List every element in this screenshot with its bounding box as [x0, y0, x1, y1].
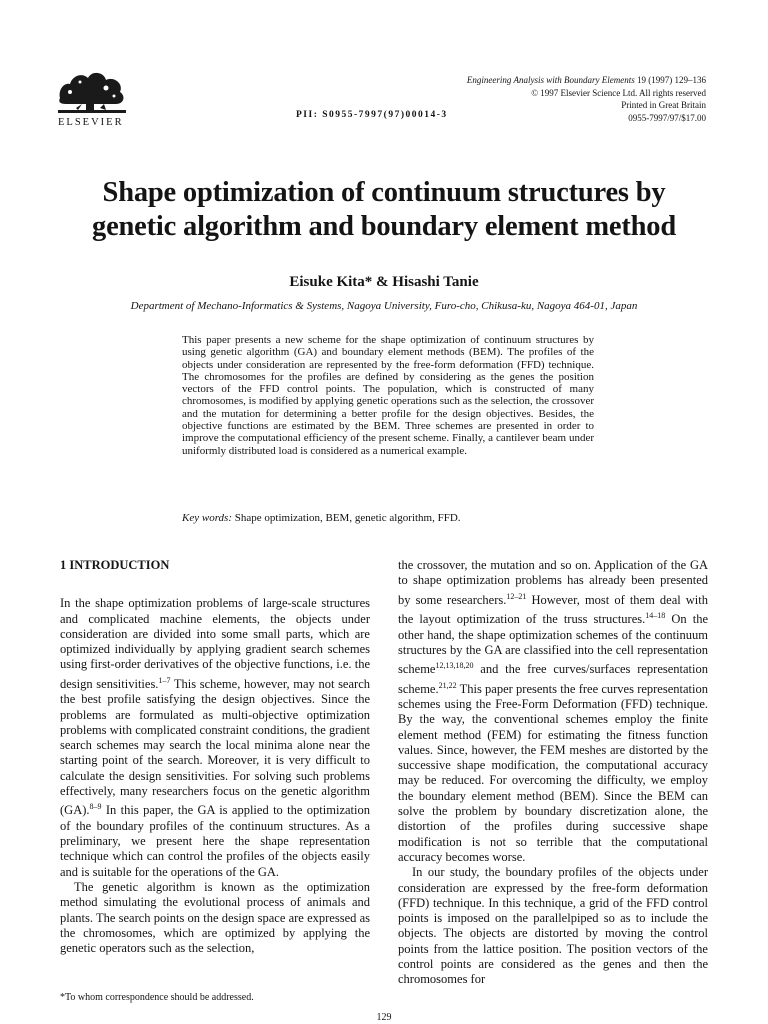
copyright-line: © 1997 Elsevier Science Ltd. All rights reserved [531, 87, 706, 98]
paragraph: In the shape optimization problems of large-scale structures and complicated machine elements, the objects under consideration are divided into some small parts, which are optimized individually by applying gradient search schemes using first-order derivatives of the objective functions, i.e. the design sensitivities.$^{1-7}$ This scheme, however, may not search the best profile satisfying the design objectives. Since the problems are formulated as multi-objective optimization problems with complicated constraint conditions, the gradient search schemes may search the local minima alone near the starting point of the search. Moreover, it is very difficult to calculate the design sensitivities. For solving such problems effectively, many researchers focus on the genetic algorithm (GA).$^{8-9}$ In this paper, the GA is applied to the optimization of the boundary profiles of the continuum structures. As a preliminary, we present here the shape representation technique which can control the profiles of the objects easily and is suitable for the operations of the GA. [60, 596, 370, 879]
citation-ref: 8–9 [89, 802, 102, 812]
paragraph: In our study, the boundary profiles of the objects under consideration are expressed by the free-form deformation (FFD) technique. In this technique, a grid of the FFD control points is imposed on the parallelpiped so as to include the objects. The objects are distorted by moving the control points from the lattice position. The position vectors of the control points are considered as the genes and then the chromosomes for [398, 865, 708, 987]
journal-info [467, 74, 706, 124]
journal-citation [467, 74, 706, 87]
citation-ref: 12–21 [506, 591, 527, 601]
section-heading: 1 INTRODUCTION [60, 558, 170, 572]
citation-ref: 1–7 [158, 675, 171, 685]
abstract: This paper presents a new scheme for the shape optimization of continuum structures by using genetic algorithm (GA) and boundary element methods (BEM). The profiles of the objects under consideration are represented by the free-form deformation (FFD) technique. The chromosomes for the profiles are defined by considering as the genes the position vectors of the FFD control points. The population, which is constructed of many chromosomes, is modified by applying genetic operations such as the selection, the crossover and the mutation for determining a better profile for the design objectives. Besides, the objective functions are estimated by the BEM. Three schemes are presented in order to improve the computational efficiency of the present scheme. Finally, a cantilever beam under uniformly distributed load is considered as a numerical example. [182, 334, 594, 457]
publisher-name: ELSEVIER [58, 117, 124, 128]
page-number: 129 [376, 1012, 392, 1023]
elsevier-tree-logo [56, 68, 128, 114]
affiliation: Department of Mechano-Informatics & Systems, Nagoya University, Furo-cho, Chikusa-ku, Nagoya 464-01, Japan [130, 300, 638, 312]
right-column [398, 558, 708, 988]
citation-ref: 14–18 [645, 611, 666, 621]
paragraph: the crossover, the mutation and so on. Application of the GA to shape optimization problems has already been presented by some researchers.$^{12-21}$ However, most of them deal with the layout optimization of the truss structures.$^{14-18}$ On the other hand, the shape optimization schemes of the continuum structures by the GA are classified into the cell representation scheme$^{12,13,18,20}$ and the free curves/surfaces representation scheme.$^{21,22}$ This paper presents the free curves representation schemes using the Free-Form Deformation (FFD) technique. By the way, the conventional schemes employ the finite element method (FEM) for estimating the fitness function values. Since, however, the FEM meshes are distorted by the successive shape modification, the computational accuracy may be reduced. For overcoming the difficulty, we employ the boundary element method (BEM). Since the BEM can solve the problem by boundary discretization alone, the distortion of the profiles during successive shape modification is not so terrible that the computational accuracy becomes worse. [398, 558, 709, 864]
printed-line: Printed in Great Britain [621, 100, 706, 110]
pii-identifier: PII: S0955-7997(97)00014-3 [296, 110, 448, 120]
citation-ref: 12,13,18,20 [435, 661, 474, 671]
keywords-label: Key words: [182, 512, 233, 524]
left-column [60, 558, 370, 956]
journal-volume: 19 (1997) 129–136 [634, 75, 706, 85]
journal-name: Engineering Analysis with Boundary Elements [466, 75, 635, 85]
authors: Eisuke Kita* & Hisashi Tanie [289, 274, 479, 290]
issn-line: 0955-7997/97/$17.00 [628, 112, 706, 123]
article-title [40, 176, 728, 244]
paragraph: The genetic algorithm is known as the optimization method simulating the evolutional process of animals and plants. The search points on the design space are expressed as the chromosomes, which are optimized by applying the genetic operators such as the selection, [60, 879, 370, 956]
title-line-1: Shape optimization of continuum structures by [102, 177, 666, 208]
keywords-list: Shape optimization, BEM, genetic algorithm, FFD. [232, 512, 461, 524]
keywords [182, 512, 461, 524]
footnote: *To whom correspondence should be addressed. [60, 992, 254, 1003]
citation-ref: 21,22 [438, 680, 457, 690]
title-line-2: genetic algorithm and boundary element method [92, 211, 676, 242]
